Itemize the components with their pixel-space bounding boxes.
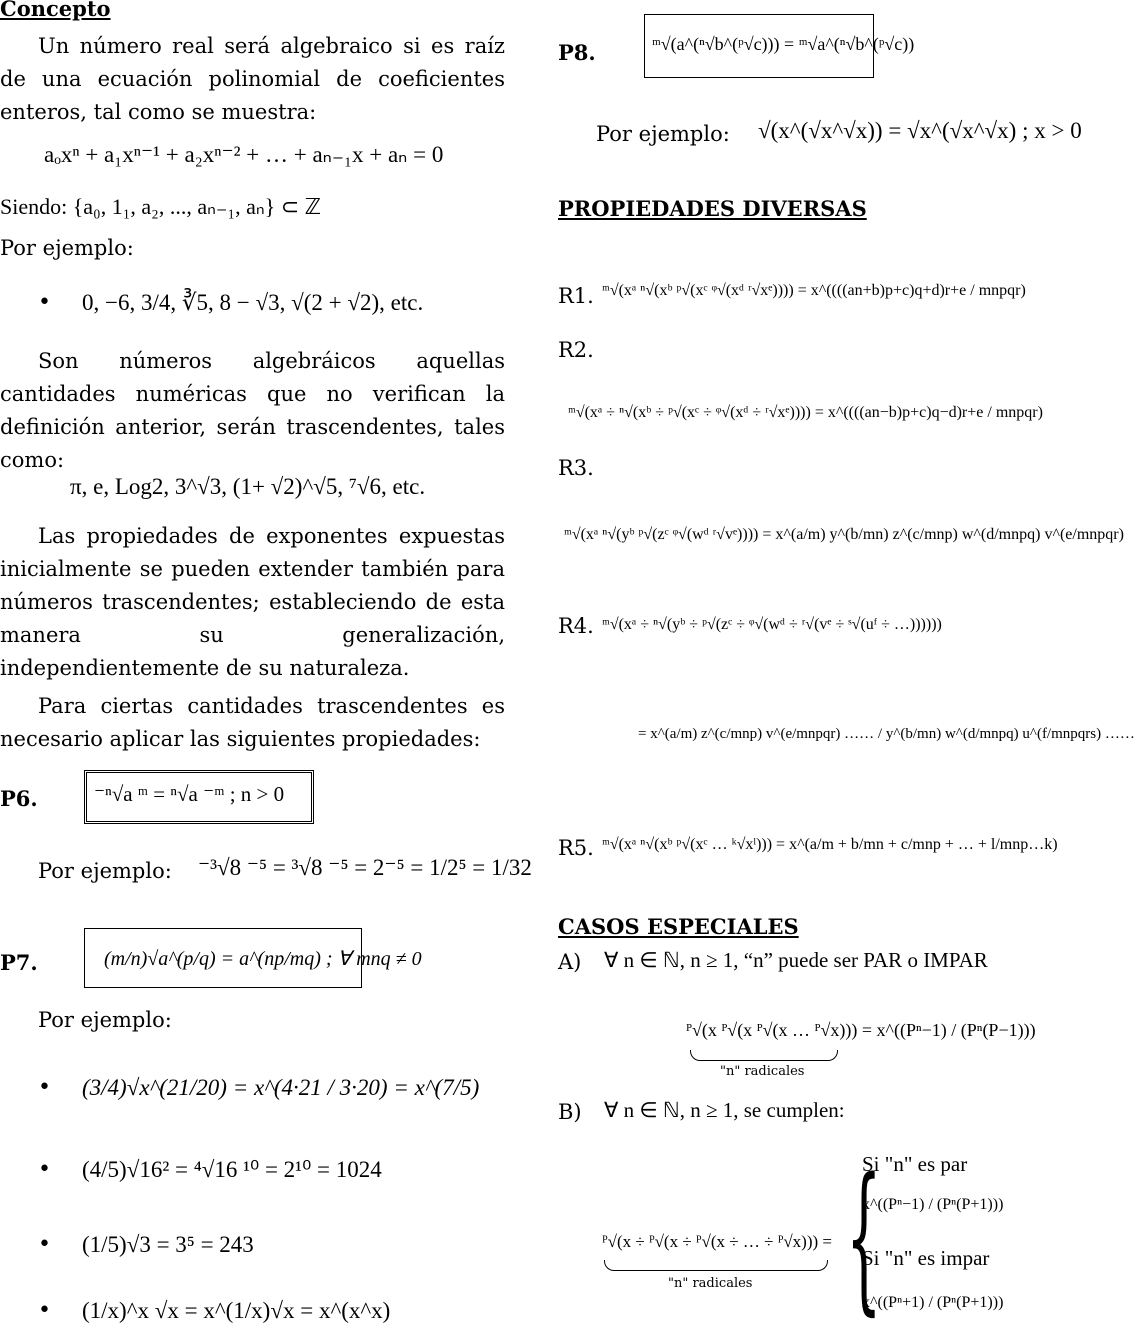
p8-example-label: Por ejemplo:: [596, 122, 730, 146]
propiedades-heading: PROPIEDADES DIVERSAS: [558, 196, 867, 221]
r4-label: R4.: [558, 614, 594, 638]
p7-example-4: (1/x)^x √x = x^(1/x)√x = x^(x^x): [82, 1298, 391, 1323]
polynomial-equation: aₒxⁿ + a₁xⁿ⁻¹ + a₂xⁿ⁻² + … + aₙ₋₁x + aₙ = 0: [44, 142, 444, 167]
b-case1-exp: x^((Pⁿ−1) / (Pⁿ(P+1))): [862, 1196, 1004, 1213]
b-case2-exp: x^((Pⁿ+1) / (Pⁿ(P+1))): [862, 1294, 1004, 1311]
bullet-icon: •: [38, 1157, 51, 1182]
para-propiedades: Las propiedades de exponentes expuestas inicialmente se pueden extender también para números trascendentes; estableciendo de esta manera su generalización, independientemente de su naturaleza.: [0, 524, 505, 680]
bullet-icon: •: [38, 1298, 51, 1323]
bullet-icon: •: [38, 1232, 51, 1257]
underbrace-icon: [690, 1050, 838, 1061]
para-ciertas: Para ciertas cantidades trascendentes es necesario aplicar las siguientes propiedades:: [0, 694, 505, 751]
p6-formula: ⁻ⁿ√a ᵐ = ⁿ√a ⁻ᵐ ; n > 0: [94, 782, 285, 806]
bullet-icon: •: [38, 1075, 51, 1100]
r3-label: R3.: [558, 456, 594, 480]
p7-formula: (m/n)√a^(p/q) = a^(np/mq) ; ∀ mnq ≠ 0: [104, 948, 422, 970]
transcendent-examples: π, e, Log2, 3^√3, (1+ √2)^√5, ⁷√6, etc.: [70, 474, 426, 499]
p6-example: ⁻³√8 ⁻⁵ = ³√8 ⁻⁵ = 2⁻⁵ = 1/2⁵ = 1/32: [198, 855, 532, 880]
algebraic-examples: 0, −6, 3/4, ∛5, 8 − √3, √(2 + √2), etc.: [82, 290, 424, 315]
a-text: ∀ n ∈ ℕ, n ≥ 1, “n” puede ser PAR o IMPAR: [604, 948, 988, 972]
r3-formula: ᵐ√(xᵃ ⁿ√(yᵇ ᵖ√(zᶜ ᵠ√(wᵈ ʳ√vᵉ)))) = x^(a/m) y^(b/mn) z^(c/mnp) w^(d/mnpq) v^(e/mnpqr): [564, 526, 1124, 543]
b-text: ∀ n ∈ ℕ, n ≥ 1, se cumplen:: [604, 1098, 845, 1122]
p7-example-1: (3/4)√x^(21/20) = x^(4·21 / 3·20) = x^(7/5): [82, 1075, 480, 1100]
b-case2: Si "n" es impar: [862, 1246, 990, 1270]
concept-heading: Concepto: [0, 0, 111, 21]
r1-label: R1.: [558, 284, 594, 308]
b-caption: "n" radicales: [668, 1276, 753, 1291]
p8-formula: ᵐ√(a^(ⁿ√b^(ᵖ√c))) = ᵐ√a^(ⁿ√b^(ᵖ√c)): [652, 34, 915, 54]
b-formula: ᴾ√(x ÷ ᴾ√(x ÷ ᴾ√(x ÷ … ÷ ᴾ√x))) =: [602, 1232, 832, 1251]
p7-example-3: (1/5)√3 = 3⁵ = 243: [82, 1232, 254, 1257]
a-formula: ᴾ√(x ᴾ√(x ᴾ√(x … ᴾ√x))) = x^((Pⁿ−1) / (Pⁿ(P−1))): [686, 1020, 1036, 1040]
r5-label: R5.: [558, 836, 594, 860]
r4-result: = x^(a/m) z^(c/mnp) v^(e/mnpqr) …… / y^(b/mn) w^(d/mnpq) u^(f/mnpqrs) ……: [638, 726, 1135, 742]
a-caption: "n" radicales: [720, 1064, 805, 1079]
r4-formula: ᵐ√(xᵃ ÷ ⁿ√(yᵇ ÷ ᵖ√(zᶜ ÷ ᵠ√(wᵈ ÷ ʳ√(vᵉ ÷ ˢ√(uᶠ ÷ …)))))): [602, 616, 942, 633]
p7-example-2: (4/5)√16² = ⁴√16 ¹⁰ = 2¹⁰ = 1024: [82, 1157, 382, 1182]
p7-label: P7.: [0, 950, 38, 975]
p6-example-label: Por ejemplo:: [38, 859, 172, 883]
r2-formula: ᵐ√(xᵃ ÷ ⁿ√(xᵇ ÷ ᵖ√(xᶜ ÷ ᵠ√(xᵈ ÷ ʳ√xᵉ)))) = x^((((an−b)p+c)q−d)r+e / mnpqr): [568, 404, 1043, 421]
p8-example: √(x^(√x^√x)) = √x^(√x^√x) ; x > 0: [758, 118, 1082, 143]
para-trascendentes: Son números algebráicos aquellas cantidades numéricas que no verifican la definición anterior, serán trascendentes, tales como:: [0, 349, 505, 472]
b-label: B): [558, 1100, 582, 1124]
r2-label: R2.: [558, 338, 594, 362]
a-label: A): [558, 950, 582, 974]
underbrace-icon: [604, 1260, 828, 1271]
left-brace-icon: {: [846, 1143, 882, 1330]
p8-label: P8.: [558, 40, 596, 65]
r1-formula: ᵐ√(xᵃ ⁿ√(xᵇ ᵖ√(xᶜ ᵠ√(xᵈ ʳ√xᵉ)))) = x^((((an+b)p+c)q+d)r+e / mnpqr): [602, 282, 1026, 299]
b-case1: Si "n" es par: [862, 1152, 968, 1176]
r5-formula: ᵐ√(xᵃ ⁿ√(xᵇ ᵖ√(xᶜ … ᵏ√xˡ))) = x^(a/m + b/mn + c/mnp + … + l/mnp…k): [602, 836, 1058, 853]
casos-heading: CASOS ESPECIALES: [558, 914, 799, 939]
bullet-icon: •: [38, 290, 51, 315]
siendo-set: Siendo: {a₀, 1₁, a₂, ..., aₙ₋₁, aₙ} ⊂ ℤ: [0, 194, 322, 219]
ejemplo1-label: Por ejemplo:: [0, 236, 134, 260]
intro-paragraph: Un número real será algebraico si es raíz de una ecuación polinomial de coeficientes enteros, tal como se muestra:: [0, 34, 505, 124]
p7-example-label: Por ejemplo:: [38, 1008, 172, 1032]
p6-label: P6.: [0, 786, 38, 811]
